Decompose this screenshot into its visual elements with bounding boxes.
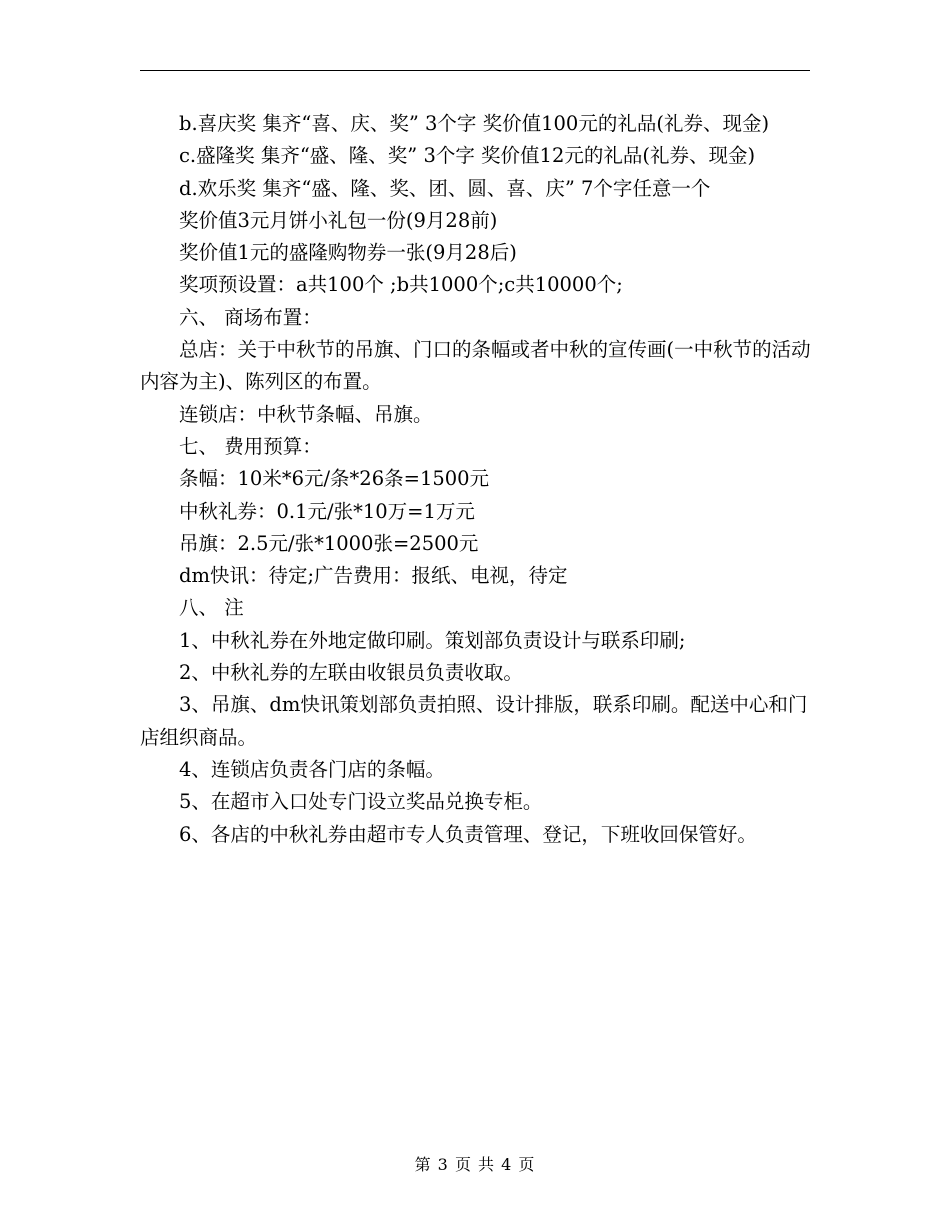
paragraph-prize-b: b.喜庆奖 集齐“喜、庆、奖” 3个字 奖价值100元的礼品(礼券、现金) — [179, 112, 770, 135]
paragraph-chain-store: 连锁店：中秋节条幅、吊旗。 — [179, 402, 433, 426]
note-item-6: 6、各店的中秋礼券由超市专人负责管理、登记，下班收回保管好。 — [179, 822, 757, 846]
paragraph-budget-banner: 条幅：10米*6元/条*26条=1500元 — [179, 467, 490, 491]
section-heading-notes: 八、 注 — [179, 596, 244, 620]
paragraph-budget-dm: dm快讯：待定;广告费用：报纸、电视，待定 — [179, 564, 568, 588]
note-item-5: 5、在超市入口处专门设立奖品兑换专柜。 — [179, 790, 543, 814]
paragraph-budget-flag: 吊旗：2.5元/张*1000张=2500元 — [179, 531, 479, 555]
section-heading-budget: 七、 费用预算： — [179, 434, 322, 458]
note-item-2: 2、中秋礼券的左联由收银员负责收取。 — [179, 661, 523, 685]
paragraph-prize-d: d.欢乐奖 集齐“盛、隆、奖、团、圆、喜、庆” 7个字任意一个 — [179, 176, 711, 200]
document-body — [140, 108, 830, 851]
note-item-4: 4、连锁店负责各门店的条幅。 — [179, 757, 445, 781]
paragraph-prize-allocation: 奖项预设置：a共100个 ;b共1000个;c共10000个; — [179, 273, 623, 297]
paragraph-main-store: 总店：关于中秋节的吊旗、门口的条幅或者中秋的宣传画(一中秋节的活动内容为主)、陈列区的布置。 — [140, 338, 811, 394]
page-number-footer: 第 3 页 共 4 页 — [414, 1155, 536, 1174]
header-rule — [140, 70, 810, 71]
paragraph-budget-coupon: 中秋礼券：0.1元/张*10万=1万元 — [179, 499, 475, 523]
note-item-3: 3、吊旗、dm快讯策划部负责拍照、设计排版，联系印刷。配送中心和门店组织商品。 — [140, 693, 808, 749]
section-heading-store-layout: 六、 商场布置： — [179, 305, 322, 329]
paragraph-prize-c: c.盛隆奖 集齐“盛、隆、奖” 3个字 奖价值12元的礼品(礼券、现金) — [179, 144, 756, 168]
note-item-1: 1、中秋礼券在外地定做印刷。策划部负责设计与联系印刷; — [179, 628, 686, 652]
paragraph-prize-d-before: 奖价值3元月饼小礼包一份(9月28前) — [179, 208, 498, 232]
paragraph-prize-d-after: 奖价值1元的盛隆购物券一张(9月28后) — [179, 241, 517, 265]
